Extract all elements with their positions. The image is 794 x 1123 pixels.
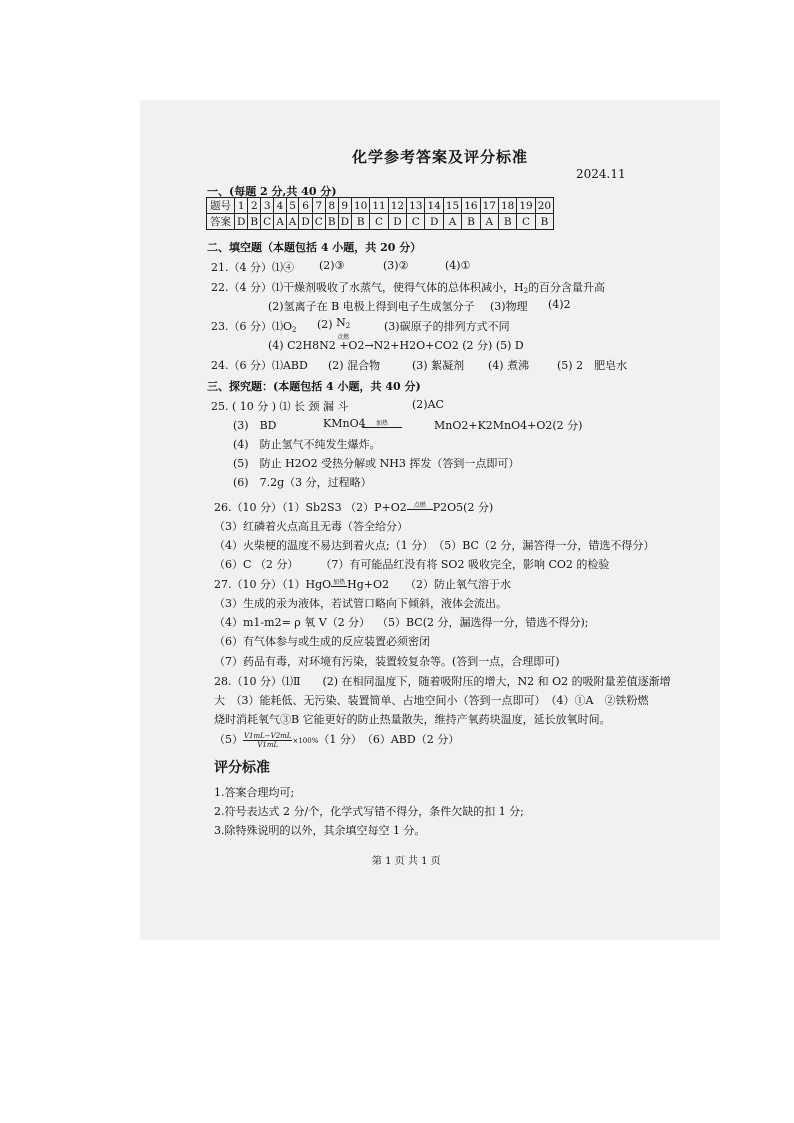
q22-line1: 22.（4 分）⑴干燥剂吸收了水蒸气，使得气体的总体积减小，$H_2$的百分含量升高 xyxy=(211,281,606,295)
table-cell: 3 xyxy=(261,198,274,214)
table-cell: D xyxy=(425,214,443,230)
q25-part3: (3) BD xyxy=(233,419,277,432)
table-cell: A xyxy=(274,214,287,230)
table-cell: D xyxy=(235,214,248,230)
table-cell: D xyxy=(388,214,406,230)
table-cell: B xyxy=(325,214,338,230)
table-cell: 10 xyxy=(351,198,369,214)
q21-part1: 21.（4 分）⑴④ xyxy=(211,261,294,274)
table-cell: 7 xyxy=(312,198,325,214)
table-cell: 15 xyxy=(443,198,461,214)
table-cell: C xyxy=(517,214,535,230)
q24-part4: (4) 煮沸 xyxy=(488,359,530,372)
row-label-number: 题号 xyxy=(207,198,235,214)
q25-part6: (6) 7.2g（3 分，过程略） xyxy=(233,476,372,489)
q24-part5: (5) 2 肥皂水 xyxy=(557,359,628,372)
q24-part3: (3) 絮凝剂 xyxy=(412,359,465,372)
q27-part4: （4）m1-m2= ρ 氧 V（2 分） xyxy=(214,616,371,629)
scoring-item-3: 3.除特殊说明的以外，其余填空每空 1 分。 xyxy=(214,824,426,837)
q25-part4: (4) 防止氢气不纯发生爆炸。 xyxy=(233,438,381,451)
table-row-numbers xyxy=(207,198,554,214)
table-cell: 12 xyxy=(388,198,406,214)
q22-part3: (3)物理 xyxy=(490,300,528,313)
table-cell: B xyxy=(351,214,369,230)
q25-products: MnO2+K2MnO4+O2(2 分) xyxy=(434,419,583,432)
table-cell: 9 xyxy=(338,198,351,214)
section1-heading: 一、(每题 2 分,共 40 分) xyxy=(207,185,337,198)
q27-part7: （7）药品有毒，对环境有污染，装置较复杂等。(答到一点，合理即可) xyxy=(214,655,560,668)
q28-line3: 烧时消耗氧气③B 它能更好的防止热量散失，维持产氧药块温度，延长放氧时间。 xyxy=(214,713,611,726)
q27-part3: （3）生成的汞为液体，若试管口略向下倾斜，液体会流出。 xyxy=(214,597,507,610)
table-cell: B xyxy=(248,214,261,230)
table-cell: 4 xyxy=(274,198,287,214)
section3-heading: 三、探究题：(本题包括 4 小题，共 40 分) xyxy=(207,380,421,393)
table-cell: C xyxy=(261,214,274,230)
q25-part2: (2)AC xyxy=(412,398,444,411)
q23-part3: (3)碳原子的排列方式不同 xyxy=(384,320,510,333)
table-cell: B xyxy=(498,214,516,230)
answer-table xyxy=(206,197,554,230)
table-cell: 14 xyxy=(425,198,443,214)
table-cell: C xyxy=(407,214,425,230)
q24-part2: (2) 混合物 xyxy=(328,359,381,372)
document-date: 2024.11 xyxy=(576,167,626,181)
table-cell: 18 xyxy=(498,198,516,214)
q26-part3: （3）红磷着火点高且无毒（答全给分） xyxy=(214,520,408,533)
table-cell: A xyxy=(443,214,461,230)
table-cell: 6 xyxy=(299,198,312,214)
q26-line1: 26.（10 分）（1）Sb2S3 （2）P+O2 点燃 P2O5(2 分) xyxy=(214,501,494,514)
table-cell: 8 xyxy=(325,198,338,214)
q27-part2: （2）防止氧气溶于水 xyxy=(405,578,511,591)
q28-line5: （5） $\frac{V1mL-V2mL}{V1mL}$ ×100%（1 分） （6）ABD（2 分） xyxy=(214,731,460,749)
table-cell: C xyxy=(312,214,325,230)
q23-part1: 23.（6 分）$⑴O_2$ xyxy=(211,320,297,334)
document-title: 化学参考答案及评分标准 xyxy=(352,148,529,166)
q25-part5: (5) 防止 H2O2 受热分解或 NH3 挥发（答到一点即可） xyxy=(233,457,520,470)
q26-line4: （4）火柴梗的温度不易达到着火点;（1 分） （5）BC（2 分，漏答得一分，错选不得分） xyxy=(214,539,655,552)
q24-part1: 24.（6 分）⑴ABD xyxy=(211,359,308,372)
table-cell: 20 xyxy=(535,198,553,214)
table-cell: D xyxy=(338,214,351,230)
scoring-item-1: 1.答案合理均可; xyxy=(214,786,295,799)
row-label-answer: 答案 xyxy=(207,214,235,230)
section2-heading: 二、填空题（本题包括 4 小题，共 20 分） xyxy=(207,241,422,254)
q28-line2: 大 （3）能耗低、无污染、装置简单、占地空间小（答到一点即可） （4）①A ②铁粉燃 xyxy=(214,694,649,707)
table-cell: 19 xyxy=(517,198,535,214)
table-cell: C xyxy=(370,214,388,230)
q21-part2: (2)③ xyxy=(319,259,345,272)
q27-part5: （5）BC(2 分，漏选得一分，错选不得分); xyxy=(377,616,589,629)
table-cell: 1 xyxy=(235,198,248,214)
table-cell: 5 xyxy=(286,198,299,214)
fraction-formula: $\frac{V1mL-V2mL}{V1mL}$ xyxy=(244,731,292,749)
table-cell: A xyxy=(286,214,299,230)
table-cell: 16 xyxy=(462,198,480,214)
table-row-answers xyxy=(207,214,554,230)
q23-line2: (4) C2H8N2 +O2→N2+H2O+CO2 (2 分) (5) D xyxy=(268,339,524,352)
q26-line6: （6）C （2 分） （7）有可能品红没有将 SO2 吸收完全，影响 CO2 的检验 xyxy=(214,558,610,571)
q25-part1: 25. ( 10 分 ) ⑴ 长 颈 漏 斗 xyxy=(211,400,349,413)
table-cell: D xyxy=(299,214,312,230)
q22-part4: (4)2 xyxy=(548,298,571,311)
page-footer: 第 1 页 共 1 页 xyxy=(372,856,441,867)
table-cell: 2 xyxy=(248,198,261,214)
q23-part2: (2) $N_2$ 点燃 xyxy=(317,316,351,341)
table-cell: 13 xyxy=(407,198,425,214)
q22-part2: (2)氢离子在 B 电极上得到电子生成氢分子 xyxy=(268,300,475,313)
q25-reactant: KMnO4 xyxy=(323,417,366,430)
heat-arrow: 加热 xyxy=(362,415,402,434)
scoring-heading: 评分标准 xyxy=(214,760,270,776)
table-cell: B xyxy=(462,214,480,230)
scoring-item-2: 2.符号表达式 2 分/个，化学式写错不得分，条件欠缺的扣 1 分; xyxy=(214,805,524,818)
q27-line1: 27.（10 分）（1）HgO 加热 Hg+O2 xyxy=(214,578,390,591)
table-cell: 17 xyxy=(480,198,498,214)
q21-part3: (3)② xyxy=(383,259,409,272)
q27-part6: （6）有气体参与或生成的反应装置必须密闭 xyxy=(214,635,430,648)
table-cell: 11 xyxy=(370,198,388,214)
q28-line1: 28.（10 分）⑴Ⅱ (2) 在相同温度下，随着吸附压的增大，N2 和 O2 的吸附量差值逐渐增 xyxy=(214,675,671,688)
q21-part4: (4)① xyxy=(445,259,471,272)
table-cell: A xyxy=(480,214,498,230)
table-cell: B xyxy=(535,214,553,230)
